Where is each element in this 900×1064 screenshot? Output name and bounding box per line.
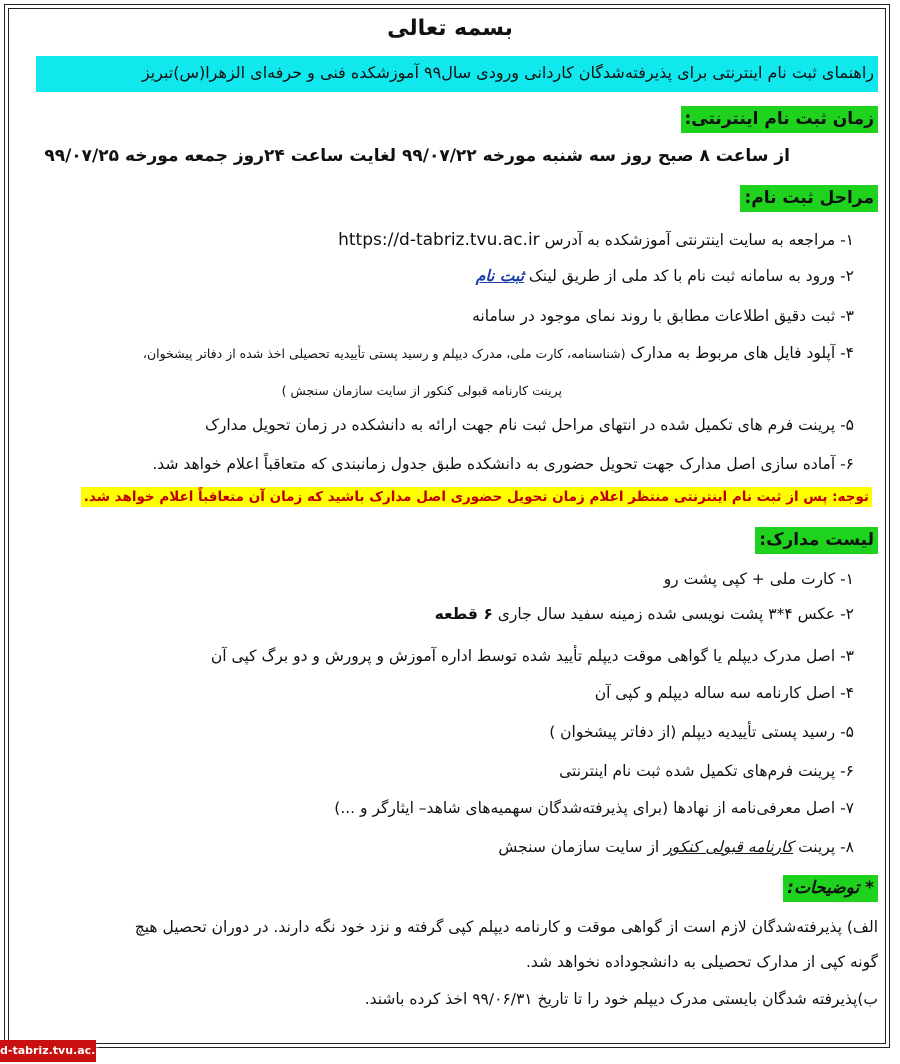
document-8-text: ۸- پرینت (798, 838, 854, 856)
step-5: ۵- پرینت فرم های تکمیل شده در انتهای مراحل ثبت نام جهت ارائه به دانشکده در زمان تحویل مدارک (205, 416, 854, 434)
website-url[interactable]: https://d-tabriz.tvu.ac.ir (338, 230, 540, 250)
step-4-details: (شناسنامه، کارت ملی، مدرک دیپلم و رسید پستی تأییدیه تحصیلی اخذ شده از دفاتر پیشخوان، (142, 346, 626, 361)
document-8-underlined: کارنامه قبولی کنکور (664, 838, 794, 856)
notice-banner: توجه: پس از ثبت نام اینترنتی منتظر اعلام زمان تحویل حضوری اصل مدارک باشید که زمان آن متعاقباً اعلام خواهد شد. (81, 487, 872, 507)
document-8 (498, 838, 854, 856)
document-4: ۴- اصل کارنامه سه ساله دیپلم و کپی آن (594, 684, 854, 702)
document-5: ۵- رسید پستی تأییدیه دیپلم (از دفاتر پیشخوان ) (549, 723, 854, 741)
step-4-text: ۴- آپلود فایل های مربوط به مدارک (630, 344, 854, 362)
note-a-line-2: گونه کپی از مدارک تحصیلی به دانشجوداده نخواهد شد. (526, 953, 878, 971)
document-8-text-end: از سایت سازمان سنجش (498, 838, 660, 856)
document-2-text: ۲- عکس ۴*۳ پشت نویسی شده زمینه سفید سال جاری (497, 605, 854, 623)
document-3: ۳- اصل مدرک دیپلم یا گواهی موقت دیپلم تأیید شده توسط اداره آموزش و پرورش و دو برگ کپی آن (210, 647, 854, 665)
document-1: ۱- کارت ملی + کپی پشت رو (663, 570, 854, 588)
note-b: ب)پذیرفته شدگان بایستی مدرک دیپلم خود را تا تاریخ ۹۹/۰۶/۳۱ اخذ کرده باشند. (364, 990, 878, 1008)
registration-time: از ساعت ۸ صبح روز سه شنبه مورخه ۹۹/۰۷/۲۲ لغایت ساعت ۲۴روز جمعه مورخه ۹۹/۰۷/۲۵ (44, 146, 790, 166)
time-section-heading: زمان ثبت نام اینترنتی: (681, 106, 879, 133)
step-3: ۳- ثبت دقیق اطلاعات مطابق با روند نمای موجود در سامانه (472, 307, 854, 325)
step-4-details-cont: پرینت کارنامه قبولی کنکور از سایت سازمان سنجش ) (281, 383, 562, 398)
step-1 (338, 230, 854, 250)
notes-section-heading: * توضیحات: (783, 875, 878, 902)
documents-section-heading: لیست مدارک: (755, 527, 878, 554)
page-title: بسمه تعالی (387, 16, 513, 41)
document-2-count: ۶ قطعه (434, 605, 493, 623)
footer-site-tag[interactable]: d-tabriz.tvu.ac.ir (0, 1040, 96, 1062)
step-6: ۶- آماده سازی اصل مدارک جهت تحویل حضوری به دانشکده طبق جدول زمانبندی که متعاقباً اعلام خواهد شد. (152, 455, 854, 473)
document-7: ۷- اصل معرفی‌نامه از نهادها (برای پذیرفته‌شدگان سهمیه‌های شاهد– ایثارگر و ...) (334, 799, 854, 817)
steps-section-heading: مراحل ثبت نام: (740, 185, 878, 212)
guide-title: راهنمای ثبت نام اینترنتی برای پذیرفته‌شدگان کاردانی ورودی سال۹۹ آموزشکده فنی و حرفه‌ای الزهرا(س)تبریز (141, 63, 874, 82)
step-1-text: ۱- مراجعه به سایت اینترنتی آموزشکده به آدرس (544, 231, 854, 249)
document-2 (435, 605, 854, 623)
step-2 (476, 267, 854, 285)
register-link[interactable]: ثبت نام (475, 267, 524, 285)
document-6: ۶- پرینت فرم‌های تکمیل شده ثبت نام اینترنتی (559, 762, 854, 780)
note-a-line-1: الف) پذیرفته‌شدگان لازم است از گواهی موقت و کارنامه دیپلم کپی گرفته و نزد خود نگه دارند. در دوران تحصیل هیچ (134, 918, 878, 936)
step-2-text: ۲- ورود به سامانه ثبت نام با کد ملی از طریق لینک (528, 267, 854, 285)
step-4 (143, 344, 854, 362)
